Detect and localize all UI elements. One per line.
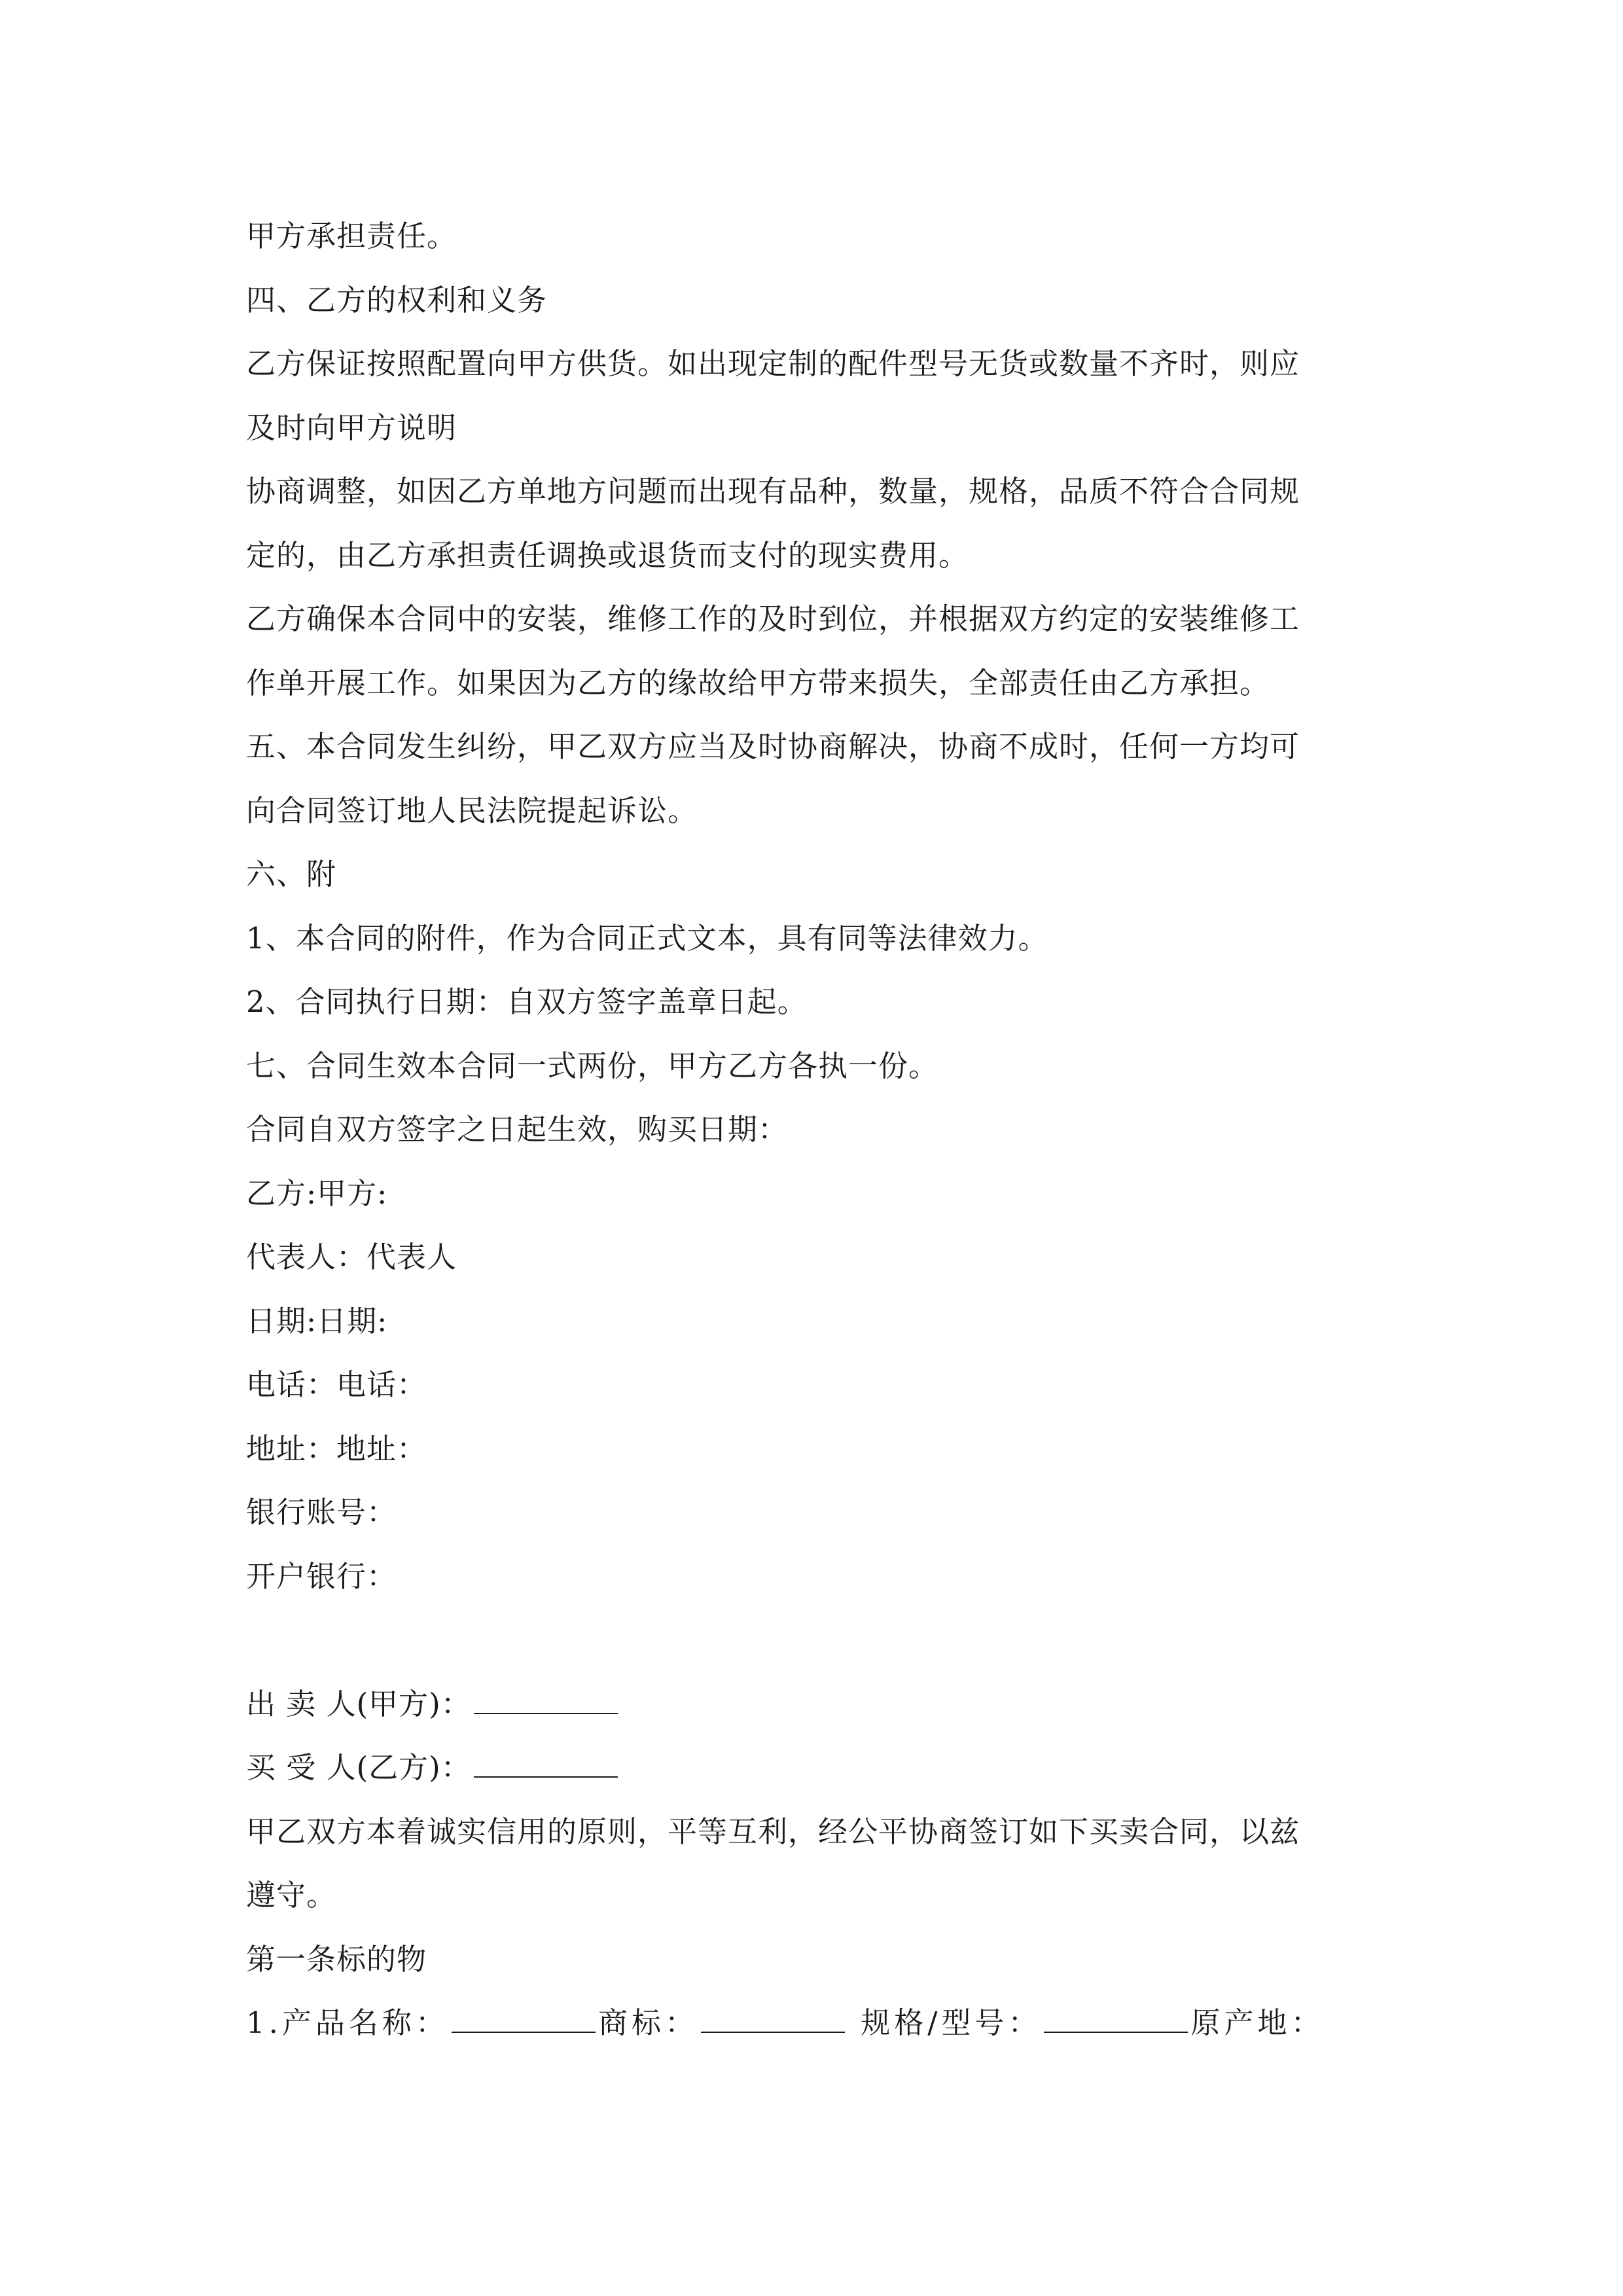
paragraph-line: 乙方确保本合同中的安装，维修工作的及时到位，并根据双方约定的安装维修工 <box>246 601 1300 636</box>
section-heading: 五、本合同发生纠纷，甲乙双方应当及时协商解决，协商不成时，任何一方均可 <box>246 729 1300 764</box>
article-heading: 第一条标的物 <box>246 1941 427 1977</box>
signature-field: 乙方:甲方: <box>246 1175 388 1211</box>
spec-blank <box>1044 2005 1188 2033</box>
section-heading: 四、乙方的权利和义务 <box>246 282 548 317</box>
paragraph-line: 1、本合同的附件，作为合同正式文本，具有同等法律效力。 <box>246 920 1048 956</box>
intro-line: 遵守。 <box>246 1878 337 1912</box>
seller-blank <box>474 1687 618 1714</box>
paragraph-line: 2、合同执行日期：自双方签字盖章日起。 <box>246 984 808 1019</box>
seller-label: 出 卖 人(甲方)： <box>246 1686 471 1721</box>
paragraph-line: 定的，由乙方承担责任调换或退货而支付的现实费用。 <box>246 537 969 573</box>
buyer-label: 买 受 人(乙方)： <box>246 1750 471 1785</box>
paragraph-line: 向合同签订地人民法院提起诉讼。 <box>246 793 698 828</box>
signature-field: 银行账号： <box>246 1495 397 1530</box>
blank-gap <box>246 1608 1385 1672</box>
seller-line <box>246 1672 1385 1736</box>
paragraph-line: 作单开展工作。如果因为乙方的缘故给甲方带来损失，全部责任由乙方承担。 <box>246 665 1270 700</box>
origin-label: 原产地： <box>1190 2005 1325 2040</box>
paragraph-line: 乙方保证按照配置向甲方供货。如出现定制的配件型号无货或数量不齐时，则应 <box>246 346 1300 381</box>
paragraph-line: 协商调整，如因乙方单地方问题而出现有品种，数量，规格，品质不符合合同规 <box>246 474 1300 509</box>
product-line <box>246 1991 1385 2055</box>
product-name-blank <box>452 2005 596 2033</box>
intro-line: 甲乙双方本着诚实信用的原则，平等互利，经公平协商签订如下买卖合同，以兹 <box>246 1814 1300 1849</box>
signature-field: 地址：地址： <box>246 1431 427 1466</box>
signature-field: 开户银行： <box>246 1558 397 1594</box>
spec-label: 规格/型号： <box>861 2005 1042 2040</box>
section-heading: 七、合同生效本合同一式两份，甲方乙方各执一份。 <box>246 1048 939 1083</box>
brand-label: 商标： <box>597 2005 698 2040</box>
buyer-blank <box>474 1750 618 1778</box>
paragraph-line: 及时向甲方说明 <box>246 410 457 445</box>
paragraph-line: 甲方承担责任。 <box>246 219 457 253</box>
buyer-line <box>246 1736 1385 1800</box>
signature-field: 电话：电话： <box>246 1367 427 1402</box>
brand-blank <box>701 2005 845 2033</box>
signature-field: 日期:日期: <box>246 1303 388 1338</box>
product-name-label: 1.产品名称： <box>246 2005 449 2040</box>
document-body <box>246 204 1385 2055</box>
paragraph-line: 合同自双方签字之日起生效，购买日期： <box>246 1112 789 1147</box>
signature-field: 代表人：代表人 <box>246 1240 457 1274</box>
section-heading: 六、附 <box>246 857 337 891</box>
